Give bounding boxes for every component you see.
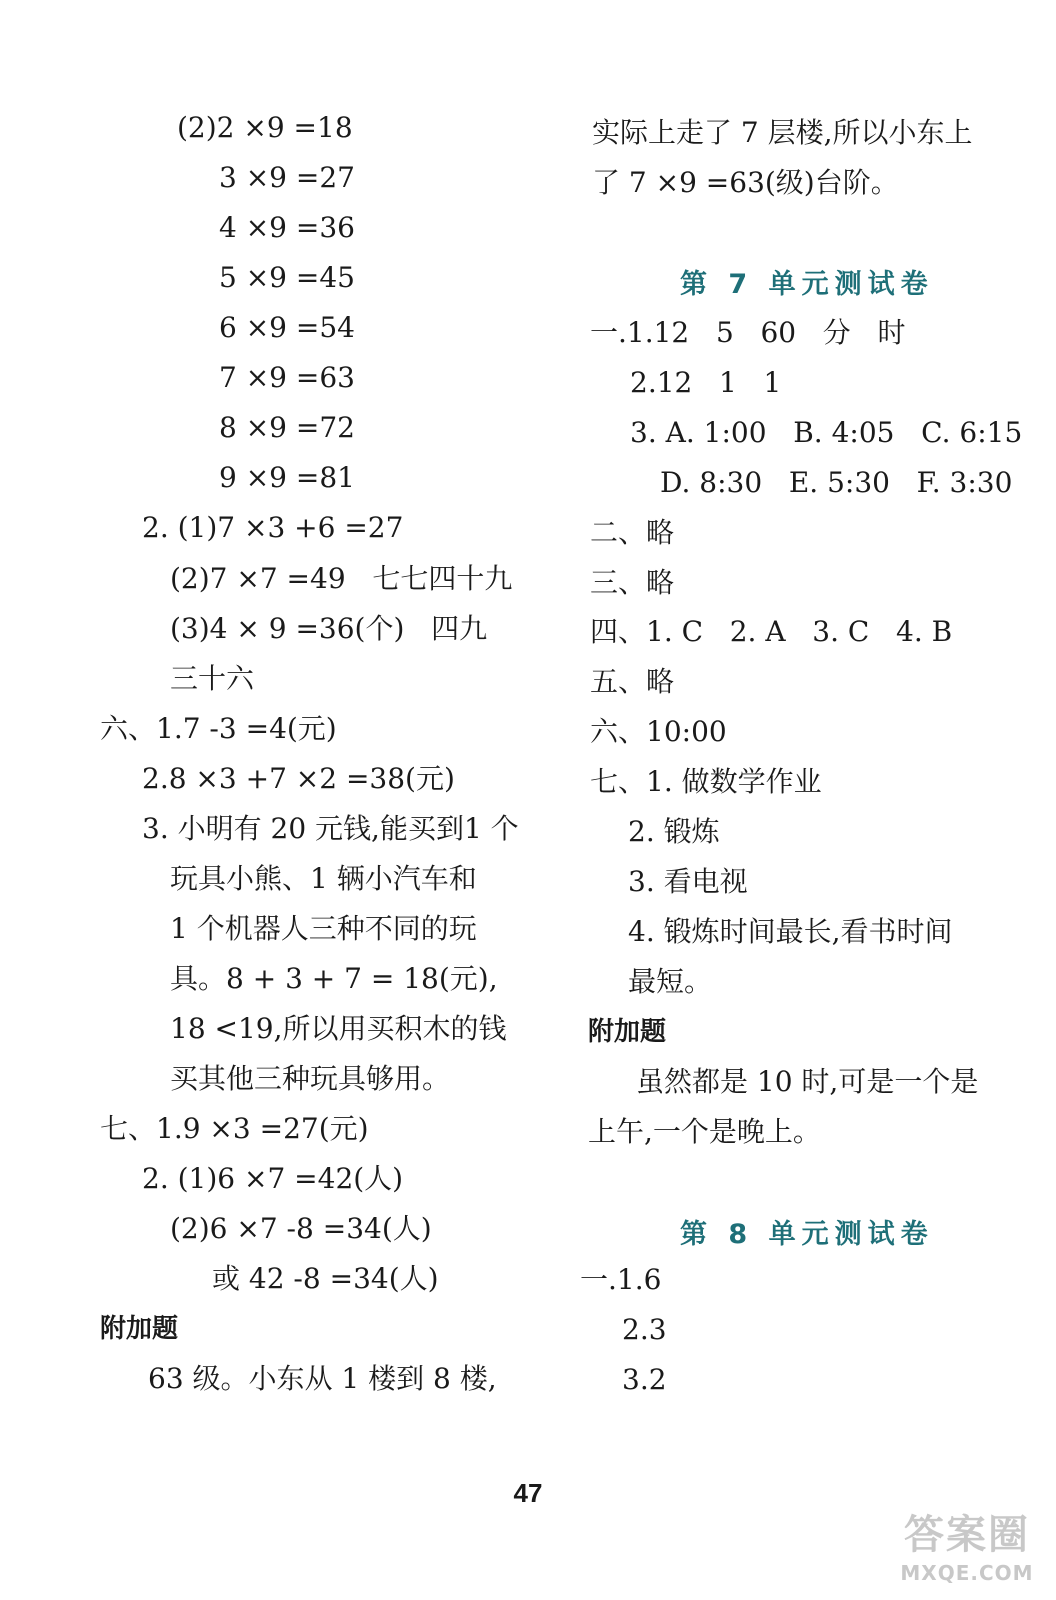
- answer-line: 7 ×9 =63: [219, 361, 355, 394]
- watermark-logo: [892, 1510, 1042, 1596]
- answer-line: (2)2 ×9 =18: [177, 111, 353, 144]
- unit-8-title: 第 8 单元测试卷: [680, 1219, 934, 1250]
- answer-line: 2. (1)7 ×3 +6 =27: [142, 511, 404, 544]
- answer-line: 3. 看电视: [628, 865, 748, 898]
- section-line: 三、略: [590, 566, 675, 599]
- watermark-url: MXQE.COM: [900, 1561, 1034, 1585]
- answer-line: 8 ×9 =72: [219, 411, 355, 444]
- unit-7-title: 第 7 单元测试卷: [680, 269, 934, 300]
- page-number: 47: [513, 1478, 543, 1508]
- answer-line: 上午,一个是晚上。: [588, 1115, 821, 1148]
- answer-line: 实际上走了 7 层楼,所以小东上: [592, 116, 973, 149]
- answer-line: 2. (1)6 ×7 =42(人): [142, 1162, 404, 1195]
- section-line: 五、略: [590, 665, 675, 698]
- answer-line: 了 7 ×9 =63(级)台阶。: [592, 166, 899, 199]
- answer-line: (2)7 ×7 =49 七七四十九: [170, 562, 513, 595]
- answer-line: 4. 锻炼时间最长,看书时间: [628, 915, 953, 948]
- answer-line: 6 ×9 =54: [219, 311, 355, 344]
- answer-line: 3. 小明有 20 元钱,能买到1 个: [142, 812, 519, 845]
- bonus-heading: 附加题: [100, 1314, 179, 1344]
- answer-line: 三十六: [170, 662, 255, 695]
- section-line: 七、1.9 ×3 =27(元): [100, 1112, 369, 1145]
- section-line: 四、1. C 2. A 3. C 4. B: [590, 615, 953, 648]
- answer-line: 4 ×9 =36: [219, 211, 355, 244]
- answer-line: 买其他三种玩具够用。: [170, 1062, 451, 1095]
- answer-line: 63 级。小东从 1 楼到 8 楼,: [148, 1362, 497, 1395]
- answer-line: D. 8:30 E. 5:30 F. 3:30: [660, 466, 1013, 499]
- answer-line: 5 ×9 =45: [219, 261, 355, 294]
- section-line: 一.1.6: [580, 1263, 662, 1296]
- answer-line: 具。8 + 3 + 7 = 18(元),: [170, 962, 498, 995]
- answer-line: 9 ×9 =81: [219, 461, 355, 494]
- section-line: 六、1.7 -3 =4(元): [100, 712, 337, 745]
- section-line: 一.1.12 5 60 分 时: [590, 316, 906, 349]
- section-line: 七、1. 做数学作业: [590, 765, 822, 798]
- answer-line: 3 ×9 =27: [219, 161, 355, 194]
- answer-line: 2.8 ×3 +7 ×2 =38(元): [142, 762, 455, 795]
- answer-line: 或 42 -8 =34(人): [212, 1262, 439, 1295]
- answer-line: 3.2: [622, 1363, 667, 1396]
- section-line: 二、略: [590, 516, 675, 549]
- answer-line: 18 <19,所以用买积木的钱: [170, 1012, 507, 1045]
- bonus-heading: 附加题: [588, 1017, 667, 1047]
- answer-line: 最短。: [628, 965, 713, 998]
- answer-line: (2)6 ×7 -8 =34(人): [170, 1212, 432, 1245]
- answer-line: 1 个机器人三种不同的玩: [170, 912, 477, 945]
- answer-line: 2.3: [622, 1313, 667, 1346]
- answer-line: 2.12 1 1: [630, 366, 782, 399]
- section-line: 六、10:00: [590, 715, 727, 748]
- answer-line: 3. A. 1:00 B. 4:05 C. 6:15: [630, 416, 1023, 449]
- watermark-logo-text: 答案圈: [904, 1512, 1030, 1558]
- answer-line: (3)4 × 9 =36(个) 四九: [170, 612, 488, 645]
- answer-line: 玩具小熊、1 辆小汽车和: [170, 862, 477, 895]
- answer-line: 2. 锻炼: [628, 815, 720, 848]
- answer-line: 虽然都是 10 时,可是一个是: [636, 1065, 979, 1098]
